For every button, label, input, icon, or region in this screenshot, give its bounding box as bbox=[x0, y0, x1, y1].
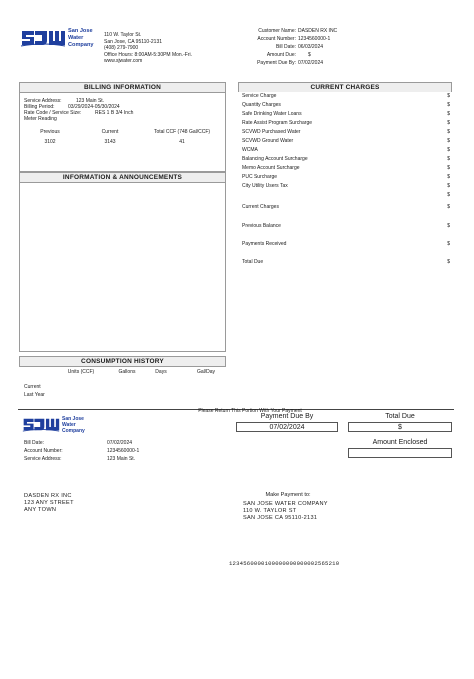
total-due-label: Total Due bbox=[242, 259, 264, 265]
stub-service-address-value: 123 Main St. bbox=[107, 456, 136, 462]
col-days-header: Days bbox=[155, 369, 167, 375]
account-info bbox=[236, 28, 356, 68]
charge-value: $ bbox=[447, 102, 450, 108]
address-line: 110 W. Taylor St. bbox=[104, 32, 142, 38]
charge-value: $ bbox=[447, 120, 450, 126]
charge-value: $ bbox=[447, 192, 450, 198]
company-name-line3: Company bbox=[68, 42, 94, 48]
service-address-value: 123 Main St. bbox=[76, 98, 105, 104]
customer-mailing-address bbox=[24, 493, 74, 514]
consumption-history-title: CONSUMPTION HISTORY bbox=[20, 357, 225, 366]
company-name-line1: San Jose bbox=[68, 28, 93, 34]
information-box bbox=[19, 172, 226, 352]
amount-enclosed-input[interactable] bbox=[348, 448, 452, 458]
charge-label: SCVWD Ground Water bbox=[242, 138, 294, 144]
charge-label: Quantity Charges bbox=[242, 102, 281, 108]
billing-period-label: Billing Period: bbox=[24, 104, 55, 110]
company-website-link[interactable]: www.sjwater.com bbox=[104, 58, 143, 64]
stub-account-number-value: 1234560000-1 bbox=[107, 448, 140, 454]
stub-account-number-label: Account Number: bbox=[24, 448, 63, 454]
consumption-row-last-year: Last Year bbox=[24, 392, 45, 398]
charge-value: $ bbox=[447, 111, 450, 117]
stub-total-due-value: $ bbox=[348, 422, 452, 432]
payment-due-value: 07/02/2024 bbox=[298, 60, 324, 66]
account-number-value: 1234560000-1 bbox=[298, 36, 331, 42]
charge-value: $ bbox=[447, 93, 450, 99]
charge-value: $ bbox=[447, 174, 450, 180]
charge-label: PUC Surcharge bbox=[242, 174, 278, 180]
col-total-ccf-header: Total CCF (748 Gal/CCF) bbox=[153, 129, 211, 135]
current-charges-label: Current Charges bbox=[242, 204, 279, 210]
rate-code-value: RES 1 B 3/4 Inch bbox=[95, 110, 134, 116]
information-title: INFORMATION & ANNOUNCEMENTS bbox=[20, 173, 225, 183]
charge-label: Memo Account Surcharge bbox=[242, 165, 300, 171]
col-previous-header: Previous bbox=[40, 129, 60, 135]
company-address bbox=[104, 32, 192, 65]
remit-address bbox=[243, 501, 328, 522]
charge-value: $ bbox=[447, 138, 450, 144]
col-gal-day-header: Gal/Day bbox=[196, 369, 216, 375]
payments-received-value: $ bbox=[447, 241, 450, 247]
current-charges-title: CURRENT CHARGES bbox=[239, 83, 451, 92]
stub-service-address-label: Service Address: bbox=[24, 456, 62, 462]
account-number-label: Account Number: bbox=[257, 36, 296, 42]
stub-bill-date-value: 07/02/2024 bbox=[107, 440, 133, 446]
col-current-header: Current bbox=[101, 129, 119, 135]
address-line: (408) 279-7900 bbox=[104, 45, 139, 51]
meter-reading-label: Meter Reading bbox=[24, 116, 57, 122]
remit-address-line: SAN JOSE WATER COMPANY bbox=[243, 501, 328, 507]
customer-address-line: 123 ANY STREET bbox=[24, 500, 74, 506]
company-name-line3: Company bbox=[62, 428, 85, 434]
payment-due-label: Payment Due By: bbox=[257, 60, 296, 66]
previous-balance-label: Previous Balance bbox=[242, 223, 281, 229]
charge-value: $ bbox=[447, 165, 450, 171]
charge-value: $ bbox=[447, 147, 450, 153]
bill-date-value: 06/03/2024 bbox=[298, 44, 324, 50]
company-name-line2: Water bbox=[62, 422, 76, 428]
customer-address-line: DASDEN RX INC bbox=[24, 493, 72, 499]
service-address-label: Service Address: bbox=[24, 98, 62, 104]
payment-scanline: 1234560000100000000000002565210 bbox=[229, 560, 340, 567]
make-payment-label: Make Payment to: bbox=[265, 492, 311, 498]
consumption-history-box bbox=[19, 356, 226, 367]
charge-label: Service Charge bbox=[242, 93, 277, 99]
sjw-logo-mark bbox=[22, 416, 60, 433]
stub-payment-due-label: Payment Due By bbox=[260, 413, 314, 420]
bill-date-label: Bill Date: bbox=[275, 44, 296, 50]
company-name-line2: Water bbox=[68, 35, 84, 41]
charge-label: Balancing Account Surcharge bbox=[242, 156, 308, 162]
charge-value: $ bbox=[447, 183, 450, 189]
current-charges-box bbox=[238, 82, 452, 92]
company-logo bbox=[20, 28, 100, 50]
company-name-line1: San Jose bbox=[62, 416, 84, 422]
charge-label: Safe Drinking Water Loans bbox=[242, 111, 302, 117]
previous-reading-value: 3102 bbox=[44, 139, 56, 145]
address-line: San Jose, CA 95110-2131 bbox=[104, 38, 163, 45]
amount-due-value: $ bbox=[308, 52, 311, 58]
charge-value: $ bbox=[447, 129, 450, 135]
consumption-row-current: Current bbox=[24, 384, 41, 390]
rate-code-label: Rate Code / Service Size: bbox=[24, 110, 82, 116]
total-ccf-value: 41 bbox=[179, 139, 185, 145]
charge-label: SCVWD Purchased Water bbox=[242, 129, 301, 135]
billing-information-box bbox=[19, 82, 226, 172]
col-gallons-header: Gallons bbox=[118, 369, 136, 375]
return-portion-note: Please Return This Portion With Your Payment bbox=[198, 408, 302, 414]
charge-value: $ bbox=[447, 156, 450, 162]
customer-name-value: DASDEN RX INC bbox=[298, 28, 338, 34]
address-line: Office Hours: 8:00AM-5:30PM Mon.-Fri. bbox=[104, 51, 192, 58]
customer-address-line: ANY TOWN bbox=[24, 507, 57, 513]
total-due-value: $ bbox=[447, 259, 450, 265]
stub-payment-due-value: 07/02/2024 bbox=[236, 422, 338, 432]
current-reading-value: 3143 bbox=[104, 139, 116, 145]
remit-address-line: 110 W. TAYLOR ST bbox=[243, 508, 297, 514]
amount-enclosed-label: Amount Enclosed bbox=[372, 439, 428, 446]
customer-name-label: Customer Name: bbox=[258, 28, 296, 34]
charge-label: WCMA bbox=[242, 147, 258, 153]
stub-company-logo bbox=[22, 416, 92, 436]
amount-due-label: Amount Due: bbox=[266, 52, 296, 58]
payments-received-label: Payments Received bbox=[242, 241, 287, 247]
charge-label: City Utility Users Tax bbox=[242, 183, 288, 189]
col-units-header: Units (CCF) bbox=[67, 369, 95, 375]
previous-balance-value: $ bbox=[447, 223, 450, 229]
stub-bill-date-label: Bill Date: bbox=[24, 440, 45, 446]
sjw-logo-mark bbox=[20, 28, 66, 48]
remit-address-line: SAN JOSE CA 95110-2131 bbox=[243, 515, 318, 521]
billing-information-title: BILLING INFORMATION bbox=[20, 83, 225, 93]
current-charges-value: $ bbox=[447, 204, 450, 210]
charge-label: Rate Assist Program Surcharge bbox=[242, 120, 313, 126]
stub-total-due-label: Total Due bbox=[385, 413, 415, 420]
billing-period-value: 03/29/2024-05/30/2024 bbox=[68, 104, 120, 110]
